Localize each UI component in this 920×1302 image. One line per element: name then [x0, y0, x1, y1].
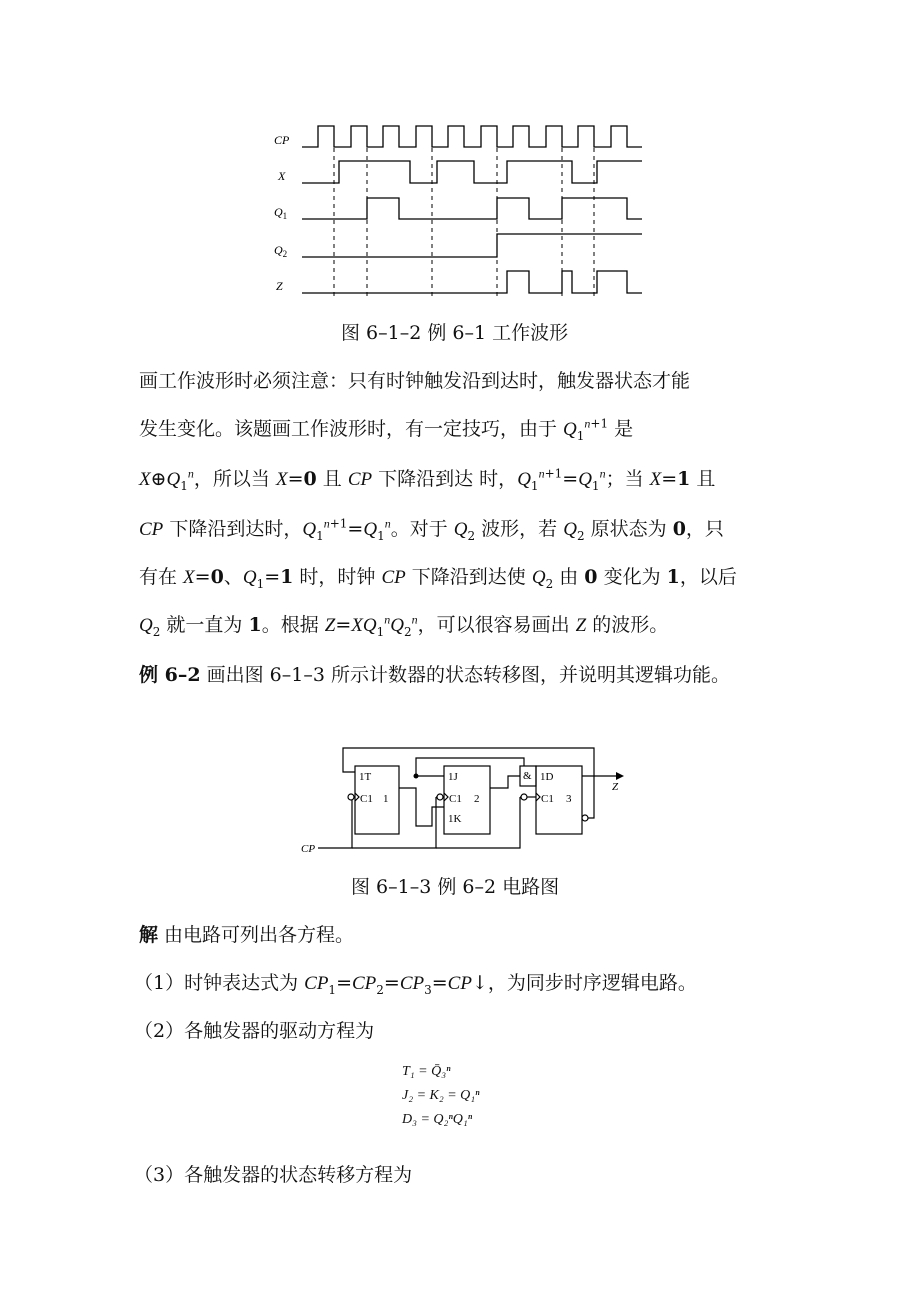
label-x: X — [278, 169, 286, 183]
ff3-clk-label: C1 — [541, 793, 554, 805]
ff1-number: 1 — [383, 793, 389, 805]
solution-heading: 解 由电路可列出各方程。 — [139, 924, 355, 946]
solution-step: （3）各触发器的状态转移方程为 — [134, 1164, 413, 1186]
cp-label: CP — [301, 843, 316, 855]
equation: D₃ = Q₂ⁿQ₁ⁿ — [402, 1112, 473, 1127]
paragraph-line: $X\oplus Q_1^n$，所以当 X=0 且 CP 下降沿到达 时，$Q_1^{n+1}=Q_1^n$；当 X=1 且 — [139, 466, 716, 493]
ff1-t-label: 1T — [359, 771, 372, 783]
ff2-number: 2 — [474, 793, 480, 805]
and-gate-label: & — [523, 770, 532, 782]
figure-caption: 图 6–1–2 例 6–1 工作波形 — [341, 322, 569, 344]
ff1-clk-label: C1 — [360, 793, 373, 805]
wave-q1 — [302, 198, 642, 219]
wave-q2 — [302, 234, 642, 257]
circuit-figure — [298, 742, 628, 857]
paragraph-line: 发生变化。该题画工作波形时，有一定技巧，由于 $Q_1^{n+1}$ 是 — [139, 416, 634, 443]
wave-z — [302, 271, 642, 293]
wave-cp — [302, 126, 642, 147]
wave-x — [302, 161, 642, 183]
equation-block — [402, 1060, 480, 1132]
ff3-number: 3 — [566, 793, 572, 805]
figure-caption: 图 6–1–3 例 6–2 电路图 — [351, 876, 560, 898]
ff2-clk-label: C1 — [449, 793, 462, 805]
solution-step: （2）各触发器的驱动方程为 — [134, 1020, 375, 1042]
example-heading: 例 6–2 画出图 6–1–3 所示计数器的状态转移图，并说明其逻辑功能。 — [139, 664, 730, 686]
equation: T₁ = Q̄₃ⁿ — [402, 1064, 451, 1079]
z-output-label: Z — [612, 781, 619, 793]
ff2-j-label: 1J — [448, 771, 458, 783]
solution-step: （1）时钟表达式为 $CP_1=CP_2=CP_3=CP↓$，为同步时序逻辑电路。 — [134, 972, 697, 997]
ff2-k-label: 1K — [448, 813, 462, 825]
equation: J₂ = K₂ = Q₁ⁿ — [402, 1088, 480, 1103]
label-z: Z — [276, 279, 283, 293]
waveform-figure — [270, 118, 650, 303]
paragraph-line: $Q_2$ 就一直为 1。根据 $Z=XQ_1^nQ_2^n$，可以很容易画出 Z 的波形。 — [139, 612, 669, 639]
label-q2: $Q_2$ — [274, 243, 288, 259]
label-cp: CP — [274, 133, 290, 147]
paragraph-line: CP 下降沿到达时，$Q_1^{n+1}=Q_1^n$。对于 $Q_2$ 波形，若 $Q_2$ 原状态为 0，只 — [139, 516, 724, 543]
ff3-d-label: 1D — [540, 771, 554, 783]
label-q1: $Q_1$ — [274, 205, 288, 221]
paragraph-line: 有在 X=0、$Q_1=1$ 时，时钟 CP 下降沿到达使 $Q_2$ 由 0 变化为 1，以后 — [139, 566, 737, 591]
paragraph-line: 画工作波形时必须注意：只有时钟触发沿到达时，触发器状态才能 — [139, 370, 691, 392]
